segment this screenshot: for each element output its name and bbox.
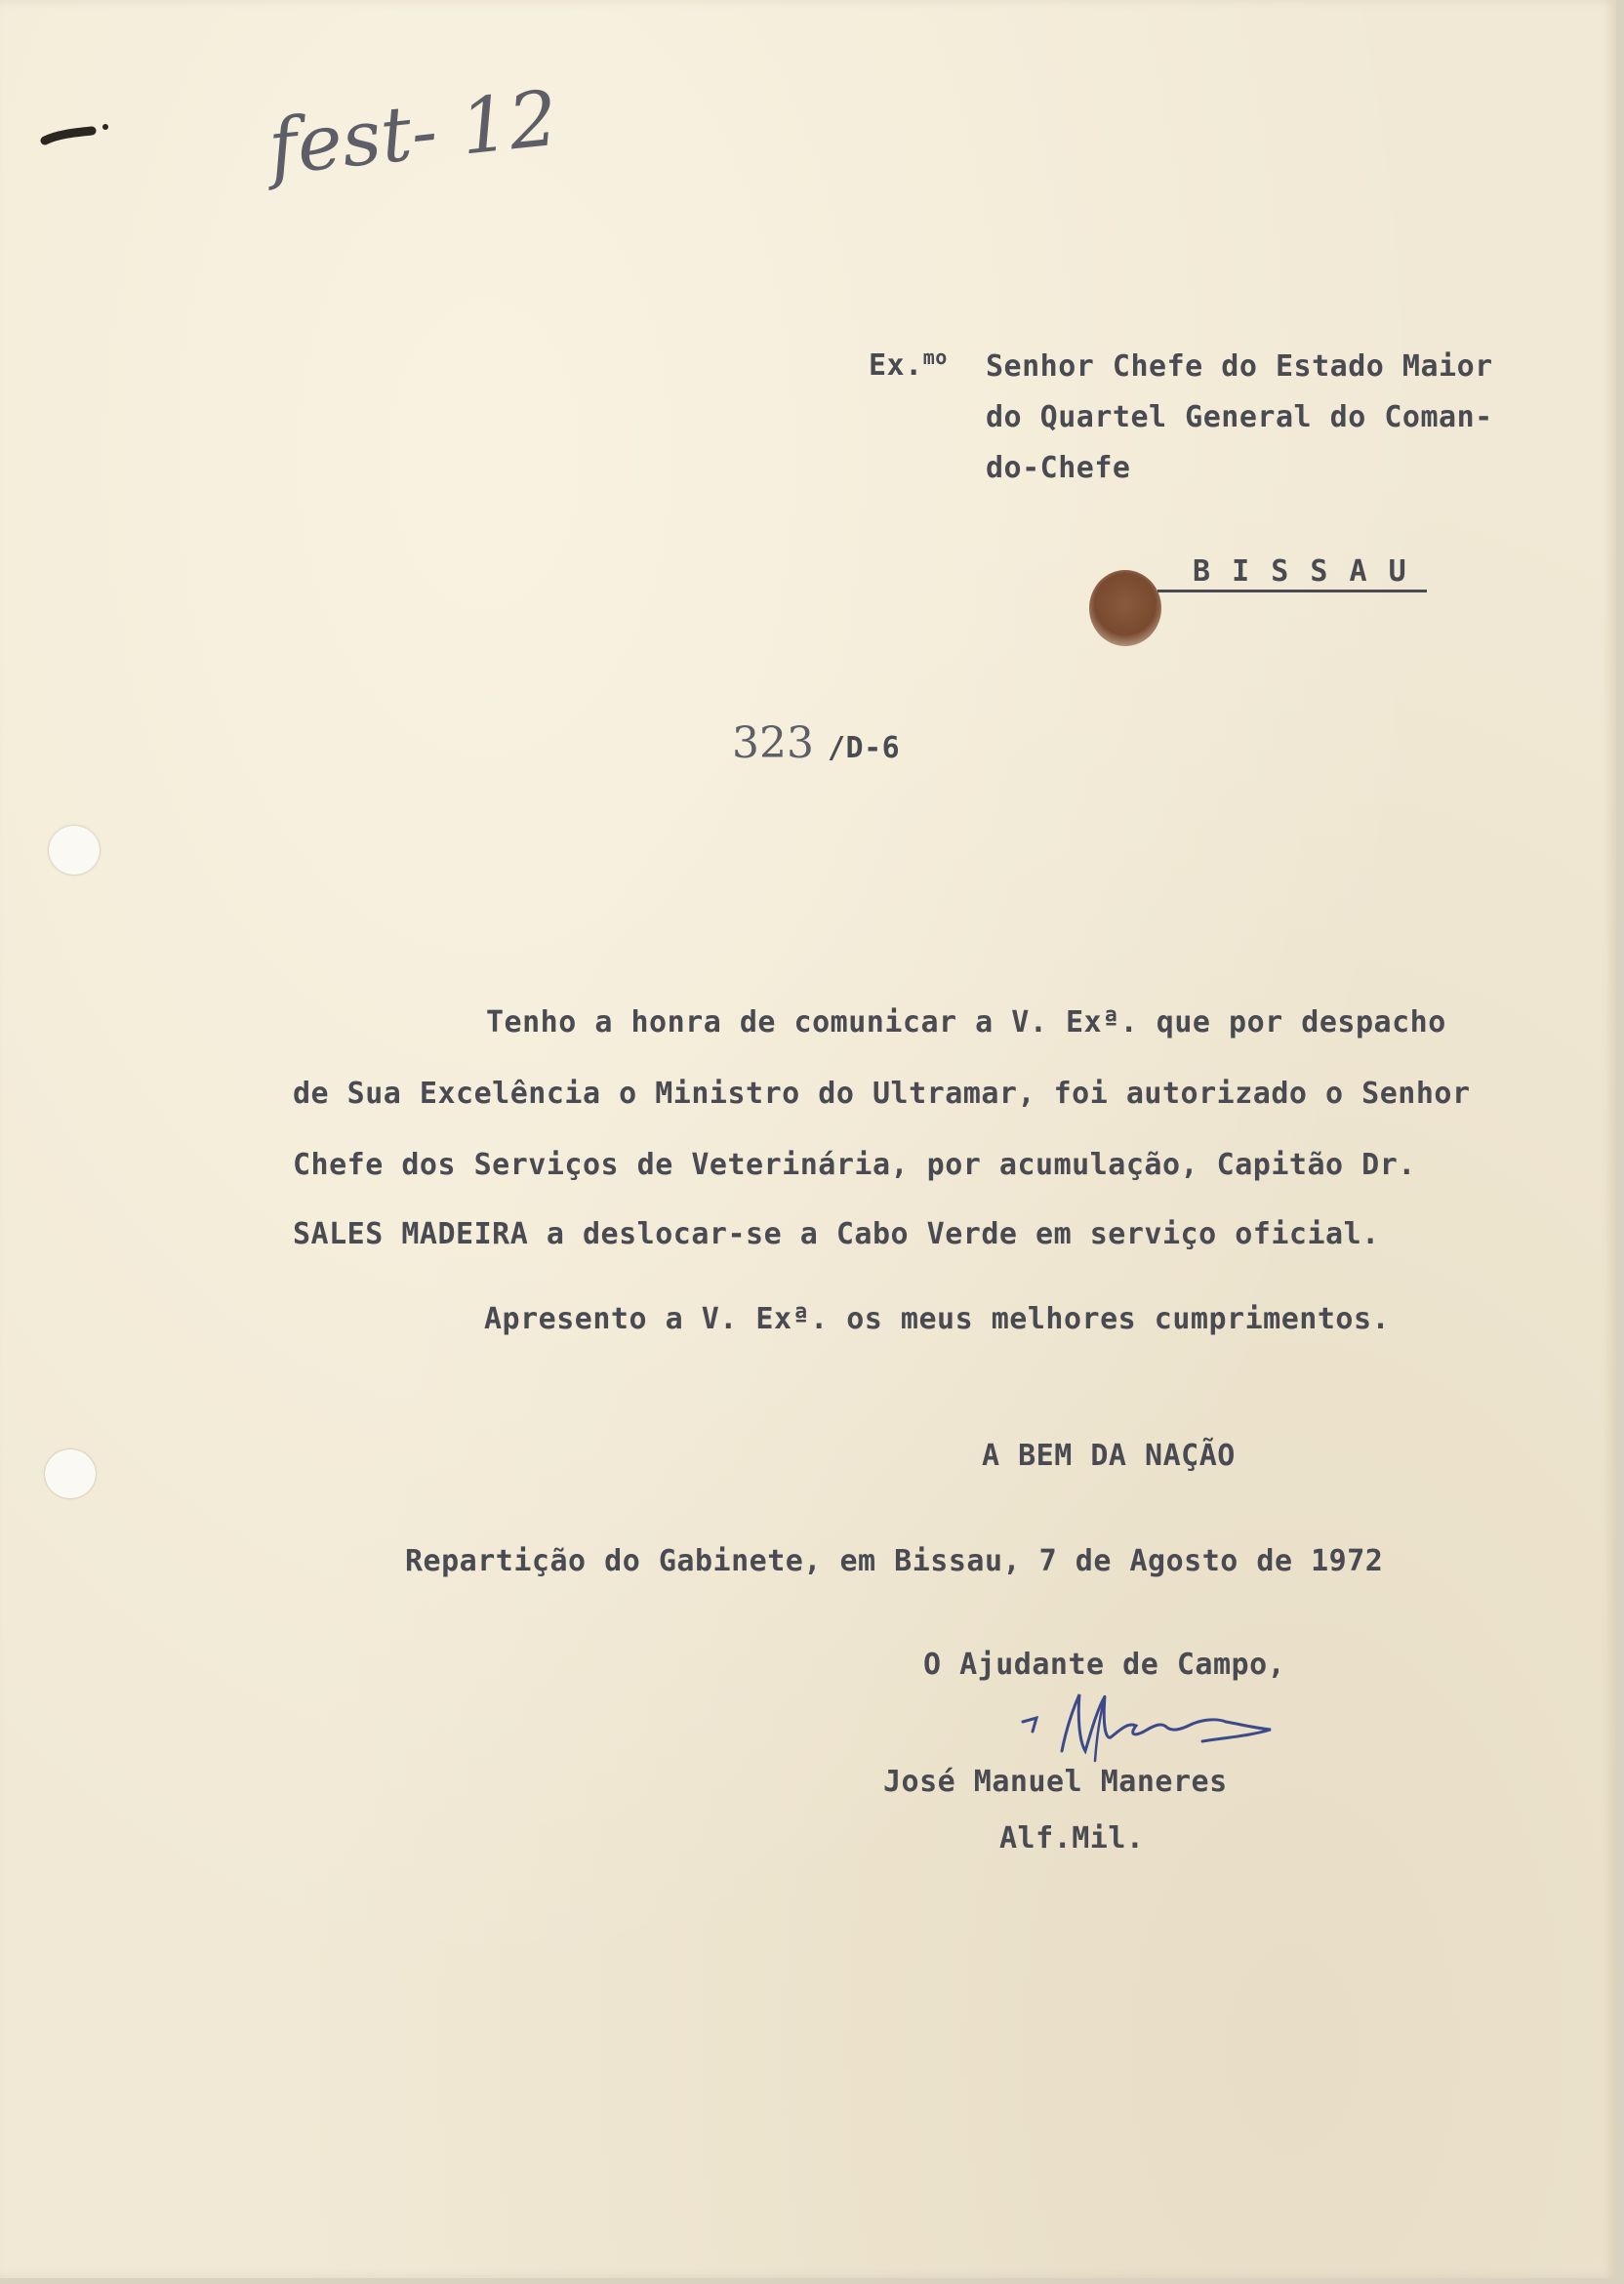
addressee-prefix bbox=[869, 346, 948, 383]
reference-number bbox=[732, 718, 900, 768]
addressee-line-2: do Quartel General do Coman- bbox=[986, 400, 1493, 434]
place-date: Repartição do Gabinete, em Bissau, 7 de Agosto de 1972 bbox=[405, 1544, 1384, 1578]
punch-hole-bottom bbox=[45, 1449, 96, 1498]
addressee-line-1: Senhor Chefe do Estado Maior bbox=[986, 349, 1493, 384]
motto: A BEM DA NAÇÃO bbox=[982, 1439, 1236, 1473]
ink-mark bbox=[39, 115, 117, 154]
coffee-stain bbox=[1089, 570, 1161, 646]
addressee-city: B I S S A U bbox=[1193, 554, 1408, 589]
body-line-2: de Sua Excelência o Ministro do Ultramar, foi autorizado o Senhor bbox=[293, 1077, 1471, 1111]
body-line-4: SALES MADEIRA a deslocar-se a Cabo Verde em serviço oficial. bbox=[293, 1217, 1380, 1251]
signatory-role: O Ajudante de Campo, bbox=[923, 1648, 1286, 1682]
reference-number-suffix: /D-6 bbox=[827, 731, 901, 765]
body-line-1: Tenho a honra de comunicar a V. Exª. que por despacho bbox=[486, 1005, 1446, 1040]
addressee-prefix-text: Ex. bbox=[869, 348, 923, 383]
signatory-rank: Alf.Mil. bbox=[999, 1821, 1145, 1856]
addressee-city-underline bbox=[1157, 590, 1427, 592]
addressee-line-3: do-Chefe bbox=[986, 451, 1131, 485]
reference-number-handwritten: 323 bbox=[732, 718, 814, 768]
addressee-prefix-superscript: mo bbox=[922, 346, 948, 369]
signatory-name: José Manuel Maneres bbox=[883, 1765, 1228, 1799]
punch-hole-top bbox=[49, 826, 100, 875]
handwritten-annotation: fest- 12 bbox=[264, 74, 562, 193]
body-line-3: Chefe dos Serviços de Veterinária, por acumulação, Capitão Dr. bbox=[293, 1148, 1416, 1182]
closing-courtesy: Apresento a V. Exª. os meus melhores cumprimentos. bbox=[484, 1302, 1391, 1336]
